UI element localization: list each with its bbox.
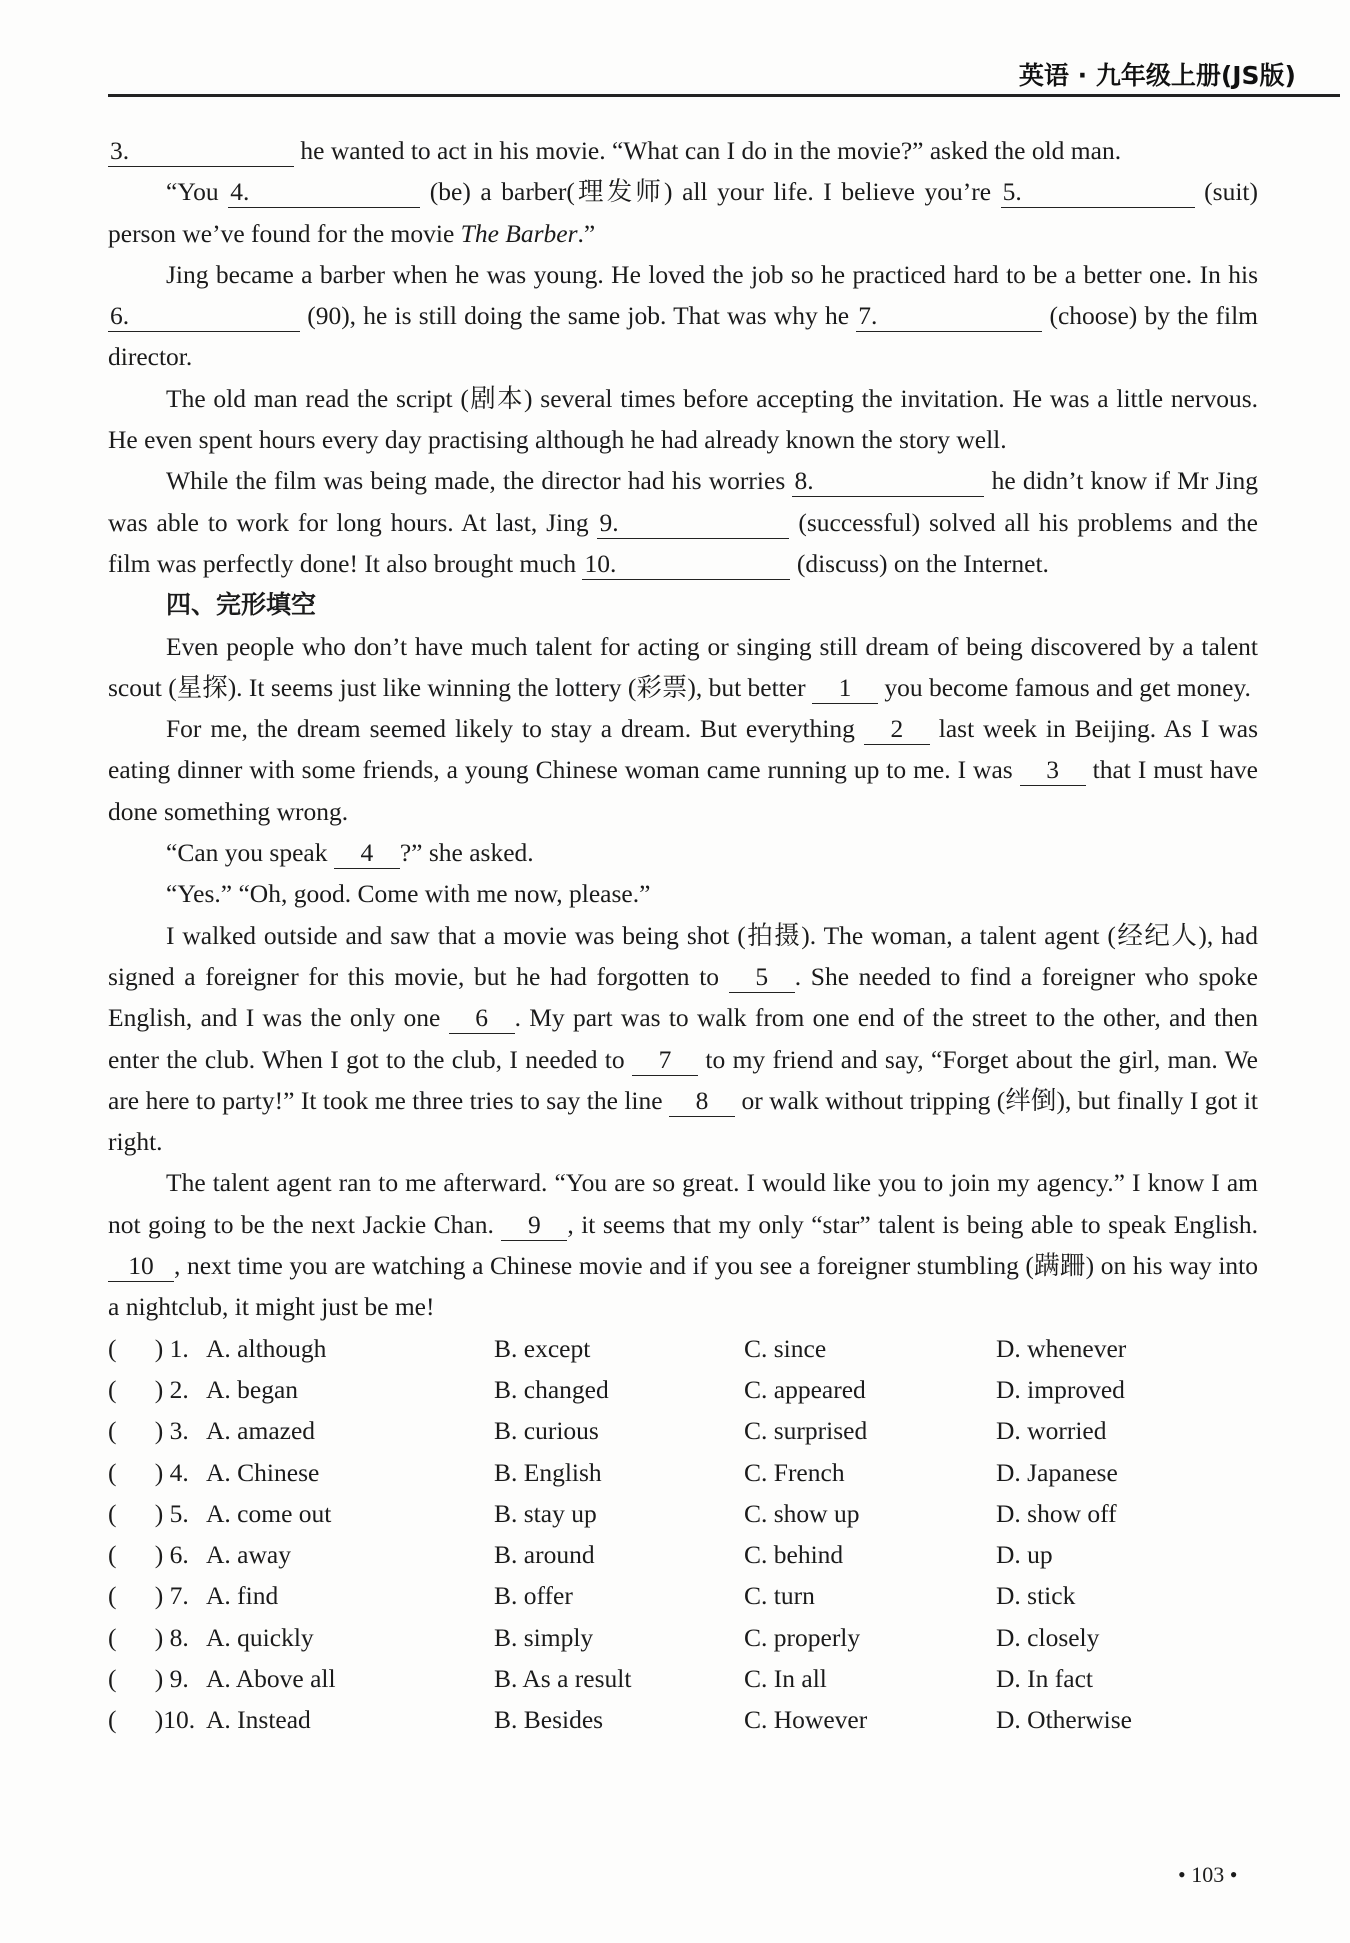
- answer-bracket-9[interactable]: ( ) 9.: [108, 1663, 189, 1693]
- paragraph-text: last week in Beijing. As I was eating dinner with some friends, a young Chinese woman came running up to me. I was: [108, 714, 1259, 785]
- paragraph-text: he wanted to act in his movie. “What can I do in the movie?” asked the old man.: [294, 136, 1122, 165]
- option-c: C. surprised: [744, 1416, 868, 1446]
- option-a: A. quickly: [206, 1622, 314, 1652]
- option-a: A. Above all: [206, 1663, 336, 1693]
- paragraph-text: (be) a barber(理发师) all your life. I believe you’re: [420, 177, 1001, 207]
- answer-bracket-10[interactable]: ( )10.: [108, 1705, 196, 1735]
- option-row-9: [108, 1658, 1258, 1699]
- cloze-blank-10: 10: [108, 1251, 174, 1282]
- paragraph-text: ?” she asked.: [399, 838, 534, 868]
- cloze-blank-9: 9: [501, 1210, 567, 1241]
- cloze-blank-5: 5: [729, 962, 795, 993]
- paragraph-text: “You: [166, 177, 229, 207]
- option-d: D. In fact: [996, 1663, 1093, 1693]
- option-c: C. since: [744, 1333, 827, 1363]
- option-a: A. come out: [206, 1498, 332, 1528]
- answer-bracket-3[interactable]: ( ) 3.: [108, 1416, 189, 1446]
- paragraph-text: . She needed to find a foreigner who spoke English, and I was the only one: [108, 961, 1258, 1033]
- paragraph-text: , next time you are watching a Chinese movie and if you see a foreigner stumbling (蹒跚) on his way into a nightclub, it might just be me!: [108, 1251, 1258, 1322]
- paragraph-text: (successful) solved all his problems and the film was perfectly done! It also brought much: [108, 507, 1258, 578]
- paragraph-text: or walk without tripping (绊倒), but finally I got it right.: [108, 1085, 1258, 1157]
- answer-bracket-6[interactable]: ( ) 6.: [108, 1540, 189, 1570]
- option-row-3: [108, 1410, 1258, 1451]
- option-b: B. except: [494, 1333, 591, 1363]
- answer-bracket-7[interactable]: ( ) 7.: [108, 1581, 189, 1611]
- paragraph-text: For me, the dream seemed likely to stay a dream. But everything: [166, 714, 864, 744]
- passage-paragraph-4: The old man read the script (剧本) several times before accepting the invitation. He was a little nervous. He even spent hours every day practising although he had already known the story well.: [108, 383, 1258, 455]
- answer-blank-4[interactable]: 4.: [228, 177, 420, 208]
- option-row-5: [108, 1493, 1258, 1534]
- option-b: B. changed: [494, 1374, 609, 1404]
- option-a: A. find: [206, 1581, 279, 1611]
- option-d: D. Otherwise: [996, 1705, 1132, 1735]
- cloze-blank-6: 6: [449, 1003, 515, 1034]
- answer-blank-10[interactable]: 10.: [582, 549, 790, 580]
- paragraph-text: you become famous and get money.: [877, 672, 1251, 702]
- cloze-paragraph-2: [108, 708, 1258, 832]
- page-number: • 103 •: [1178, 1862, 1238, 1887]
- option-row-1: [108, 1328, 1258, 1369]
- option-a: A. Instead: [206, 1705, 311, 1735]
- option-b: B. simply: [494, 1622, 594, 1652]
- option-c: C. appeared: [744, 1374, 866, 1404]
- paragraph-text: While the film was being made, the director had his worries: [166, 466, 793, 496]
- option-d: D. up: [996, 1540, 1053, 1570]
- option-d: D. improved: [996, 1374, 1125, 1404]
- option-row-6: [108, 1534, 1258, 1575]
- option-a: A. Chinese: [206, 1457, 320, 1487]
- paragraph-text: I walked outside and saw that a movie was being shot (拍摄). The woman, a talent agent (经纪人), had signed a foreigner for this movie, but he had forgotten to: [108, 920, 1258, 991]
- option-c: C. behind: [744, 1540, 844, 1570]
- answer-bracket-8[interactable]: ( ) 8.: [108, 1622, 189, 1652]
- option-row-4: [108, 1452, 1258, 1493]
- header-divider: [108, 94, 1340, 97]
- option-d: D. whenever: [996, 1333, 1127, 1363]
- answer-blank-8[interactable]: 8.: [792, 466, 984, 497]
- passage-paragraph-3: [108, 254, 1258, 378]
- paragraph-text: that I must have done something wrong.: [108, 755, 1258, 826]
- paragraph-text: Even people who don’t have much talent for acting or singing still dream of being discovered by a talent scout (星探). It seems just like winning the lottery (彩票), but better: [108, 631, 1258, 702]
- answer-blank-7[interactable]: 7.: [856, 301, 1042, 332]
- paragraph-text: “Can you speak: [166, 838, 334, 868]
- paragraph-text: .”: [577, 218, 596, 248]
- answer-blank-5[interactable]: 5.: [1001, 177, 1195, 208]
- option-d: D. Japanese: [996, 1457, 1118, 1487]
- paragraph-text: (choose) by the film director.: [108, 301, 1258, 372]
- option-c: C. properly: [744, 1622, 861, 1652]
- page-content: [108, 130, 1258, 1741]
- option-c: C. In all: [744, 1663, 827, 1693]
- paragraph-text: Jing became a barber when he was young. He loved the job so he practiced hard to be a better one. In his: [166, 259, 1258, 289]
- passage-paragraph-2: [108, 171, 1258, 254]
- option-a: A. began: [206, 1374, 299, 1404]
- paragraph-text: to my friend and say, “Forget about the girl, man. We are here to party!” It took me three tries to say the line: [108, 1044, 1258, 1115]
- book-title: 英语 · 九年级上册(JS版): [1018, 61, 1296, 90]
- option-d: D. closely: [996, 1622, 1100, 1652]
- option-b: B. curious: [494, 1416, 599, 1446]
- option-row-10: [108, 1699, 1258, 1740]
- option-a: A. away: [206, 1540, 291, 1570]
- answer-bracket-4[interactable]: ( ) 4.: [108, 1457, 189, 1487]
- page-header: [1020, 50, 1340, 96]
- option-a: A. although: [206, 1333, 327, 1363]
- cloze-blank-3: 3: [1020, 755, 1086, 786]
- answer-options: [108, 1328, 1258, 1741]
- cloze-blank-1: 1: [812, 673, 878, 704]
- option-row-8: [108, 1617, 1258, 1658]
- passage-paragraph-5: [108, 460, 1258, 584]
- option-c: C. turn: [744, 1581, 815, 1611]
- option-b: B. offer: [494, 1581, 573, 1611]
- option-d: D. stick: [996, 1581, 1076, 1611]
- option-b: B. Besides: [494, 1705, 604, 1735]
- cloze-blank-2: 2: [864, 714, 930, 745]
- cloze-paragraph-1: [108, 626, 1258, 709]
- answer-blank-6[interactable]: 6.: [108, 301, 300, 332]
- answer-blank-3[interactable]: 3.: [108, 136, 294, 167]
- paragraph-text: The talent agent ran to me afterward. “You are so great. I would like you to join my agency.” I know I am not going to be the next Jackie Chan.: [108, 1168, 1258, 1239]
- section-heading: 四、完形填空: [166, 590, 317, 620]
- option-b: B. around: [494, 1540, 595, 1570]
- answer-bracket-5[interactable]: ( ) 5.: [108, 1498, 189, 1528]
- movie-title: The Barber: [460, 218, 578, 248]
- cloze-paragraph-3: [108, 832, 1258, 873]
- option-row-2: [108, 1369, 1258, 1410]
- answer-bracket-2[interactable]: ( ) 2.: [108, 1374, 189, 1404]
- option-c: C. However: [744, 1705, 868, 1735]
- passage-paragraph-1: [108, 130, 1258, 171]
- paragraph-text: (suit) person we’ve found for the movie: [108, 177, 1258, 248]
- option-a: A. amazed: [206, 1416, 316, 1446]
- cloze-paragraph-5: [108, 915, 1258, 1163]
- option-c: C. French: [744, 1457, 845, 1487]
- cloze-blank-8: 8: [669, 1086, 735, 1117]
- paragraph-text: . My part was to walk from one end of the street to the other, and then enter the club. When I got to the club, I needed to: [108, 1003, 1258, 1074]
- cloze-blank-4: 4: [334, 838, 400, 869]
- option-b: B. As a result: [494, 1663, 632, 1693]
- paragraph-text: , it seems that my only “star” talent is being able to speak English.: [567, 1209, 1258, 1239]
- option-b: B. stay up: [494, 1498, 597, 1528]
- option-b: B. English: [494, 1457, 602, 1487]
- paragraph-text: (90), he is still doing the same job. That was why he: [300, 301, 857, 331]
- paragraph-text: (discuss) on the Internet.: [790, 548, 1049, 578]
- option-d: D. show off: [996, 1498, 1117, 1528]
- cloze-blank-7: 7: [632, 1045, 698, 1076]
- cloze-paragraph-4: “Yes.” “Oh, good. Come with me now, please.”: [166, 879, 651, 909]
- answer-bracket-1[interactable]: ( ) 1.: [108, 1333, 189, 1363]
- option-d: D. worried: [996, 1416, 1107, 1446]
- option-row-7: [108, 1575, 1258, 1616]
- option-c: C. show up: [744, 1498, 860, 1528]
- cloze-paragraph-6: [108, 1162, 1258, 1327]
- answer-blank-9[interactable]: 9.: [597, 508, 789, 539]
- paragraph-text: he didn’t know if Mr Jing was able to work for long hours. At last, Jing: [108, 466, 1259, 537]
